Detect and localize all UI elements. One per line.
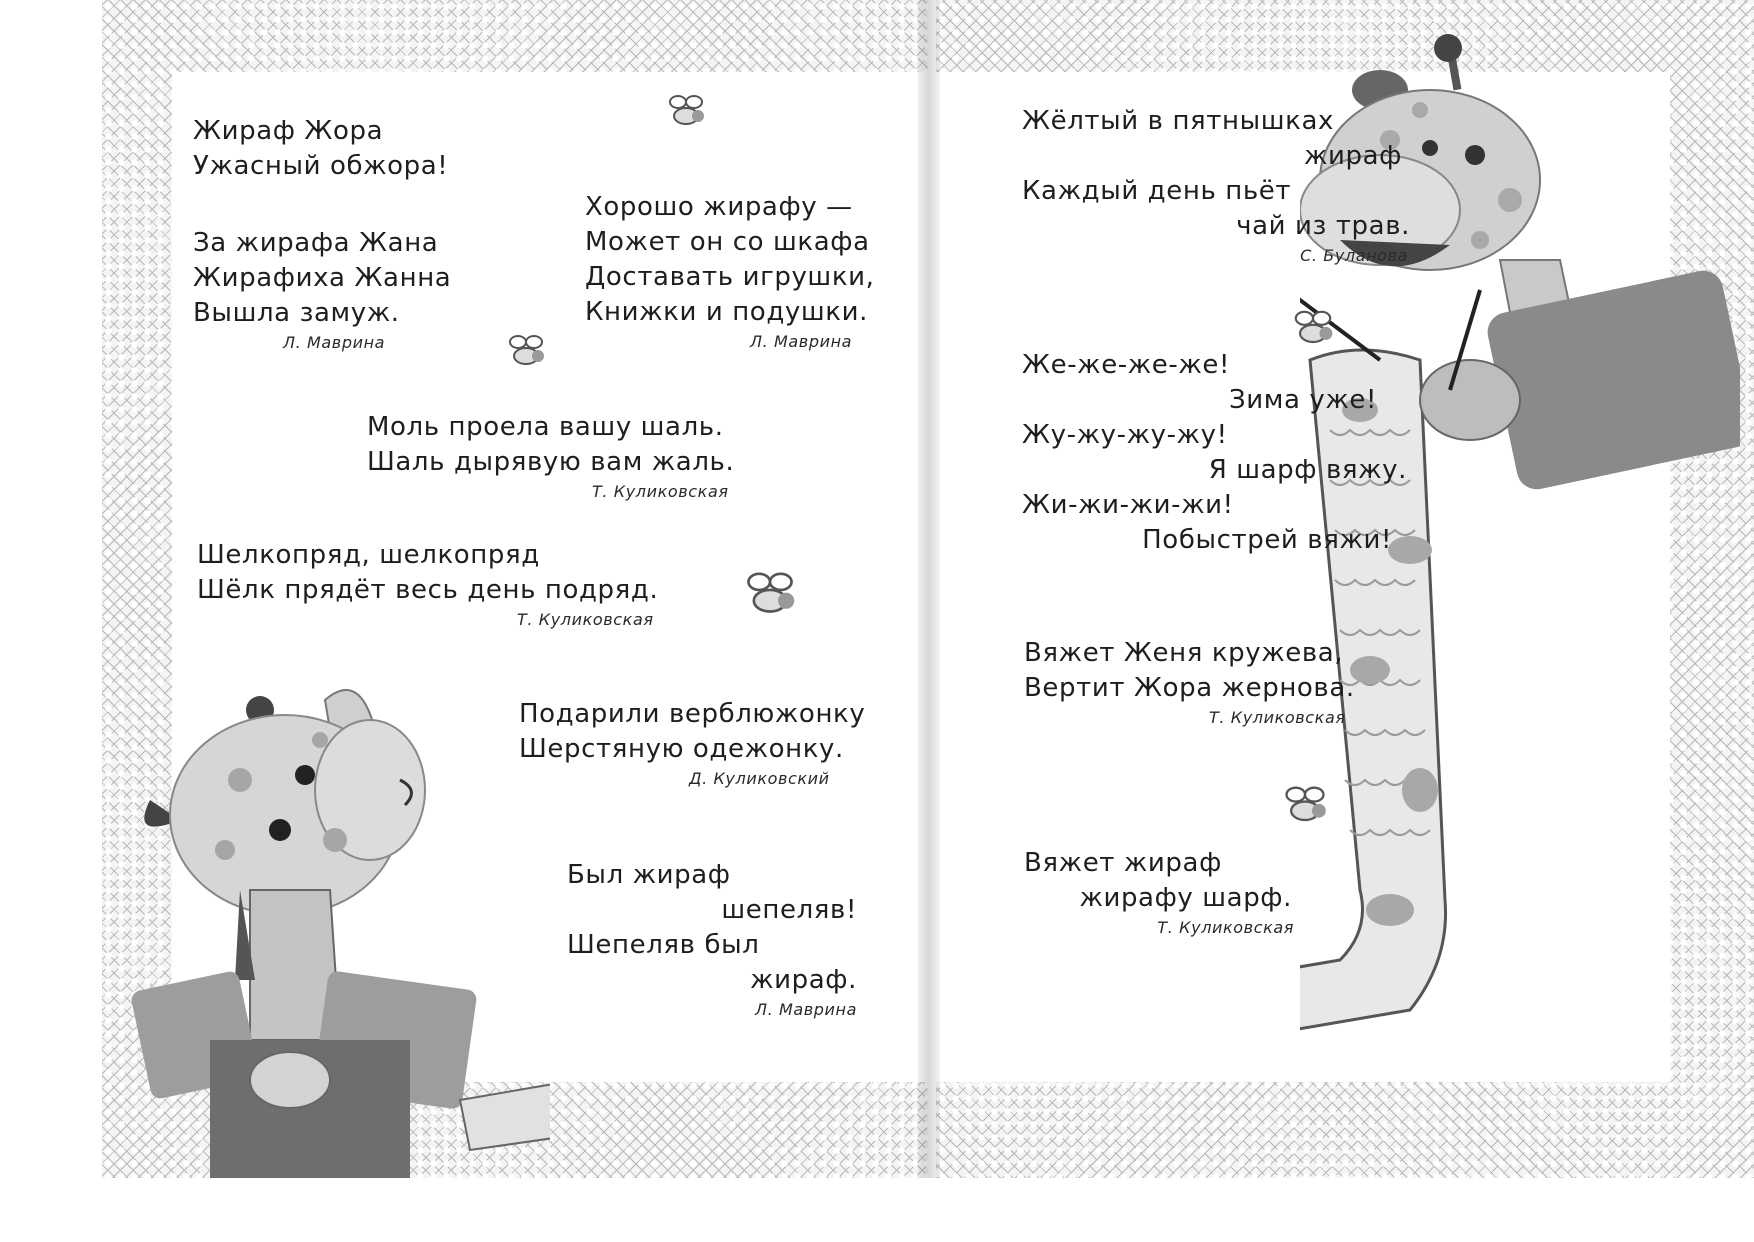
poem-line: Моль проела вашу шаль. (367, 412, 724, 442)
poem-line: Подарили верблюжонку (519, 699, 866, 729)
poem-line: Жираф Жора (193, 116, 384, 146)
poem-author: Т. Куликовская (1209, 708, 1346, 727)
poem-line: шепеляв! (721, 895, 857, 925)
poem-line: жирафу шарф. (1079, 883, 1292, 913)
poem-author: Д. Куликовский (689, 769, 830, 788)
poem-line: Был жираф (567, 860, 731, 890)
poem (193, 114, 448, 184)
poem-line: Шепеляв был (567, 930, 760, 960)
poem-line: Вяжет жираф (1024, 848, 1222, 878)
poem (193, 226, 451, 352)
giraffe-left-illustration (130, 680, 550, 1180)
poem-author: Л. Маврина (750, 332, 853, 351)
poem-author: Л. Маврина (283, 333, 386, 352)
poem-line: Же-же-же-же! (1022, 350, 1231, 380)
poem-line: жираф. (750, 965, 857, 995)
bee-icon (500, 330, 552, 372)
bee-icon (1285, 305, 1341, 351)
poem-line: Доставать игрушки, (585, 262, 875, 292)
poem (197, 538, 658, 629)
poem-line: Вышла замуж. (193, 298, 400, 328)
poem-line: чай из трав. (1236, 211, 1410, 241)
poem-line: Жу-жу-жу-жу! (1022, 420, 1228, 450)
poem (367, 410, 734, 501)
poem-line: Каждый день пьёт (1022, 176, 1292, 206)
poem-line: Хорошо жирафу — (585, 192, 853, 222)
poem-line: Зима уже! (1228, 385, 1377, 415)
poem-line: Может он со шкафа (585, 227, 870, 257)
poem-line: Шерстяную одежонку. (519, 734, 844, 764)
poem-line: Книжки и подушки. (585, 297, 868, 327)
poem-author: С. Буланова (1300, 246, 1408, 265)
poem-line: жираф (1304, 141, 1402, 171)
poem (585, 190, 875, 351)
poem (519, 697, 865, 788)
poem-line: За жирафа Жана (193, 228, 439, 258)
poem (1024, 636, 1355, 727)
poem (1022, 104, 1412, 265)
poem-line: Шаль дырявую вам жаль. (367, 447, 735, 477)
poem-author: Л. Маврина (754, 1000, 857, 1019)
book-gutter (918, 0, 940, 1178)
poem-line: Жи-жи-жи-жи! (1022, 490, 1234, 520)
poem-line: Ужасный обжора! (193, 151, 449, 181)
poem (1022, 348, 1412, 558)
poem (1024, 846, 1304, 937)
scan-margin (0, 1178, 1754, 1242)
bee-icon (735, 565, 805, 623)
bee-icon (1275, 780, 1335, 830)
poem-author: Т. Куликовская (592, 482, 729, 501)
poem-line: Жёлтый в пятнышках (1022, 106, 1334, 136)
poem-line: Шёлк прядёт весь день подряд. (197, 575, 659, 605)
poem-author: Т. Куликовская (517, 610, 654, 629)
poem (567, 858, 867, 1019)
poem-line: Вертит Жора жернова. (1024, 673, 1355, 703)
poem-line: Вяжет Женя кружева, (1024, 638, 1344, 668)
poem-line: Шелкопряд, шелкопряд (197, 540, 540, 570)
poem-line: Жирафиха Жанна (193, 263, 452, 293)
bee-icon (660, 90, 712, 132)
poem-line: Побыстрей вяжи! (1142, 525, 1392, 555)
poem-line: Я шарф вяжу. (1208, 455, 1407, 485)
poem-author: Т. Куликовская (1157, 918, 1294, 937)
